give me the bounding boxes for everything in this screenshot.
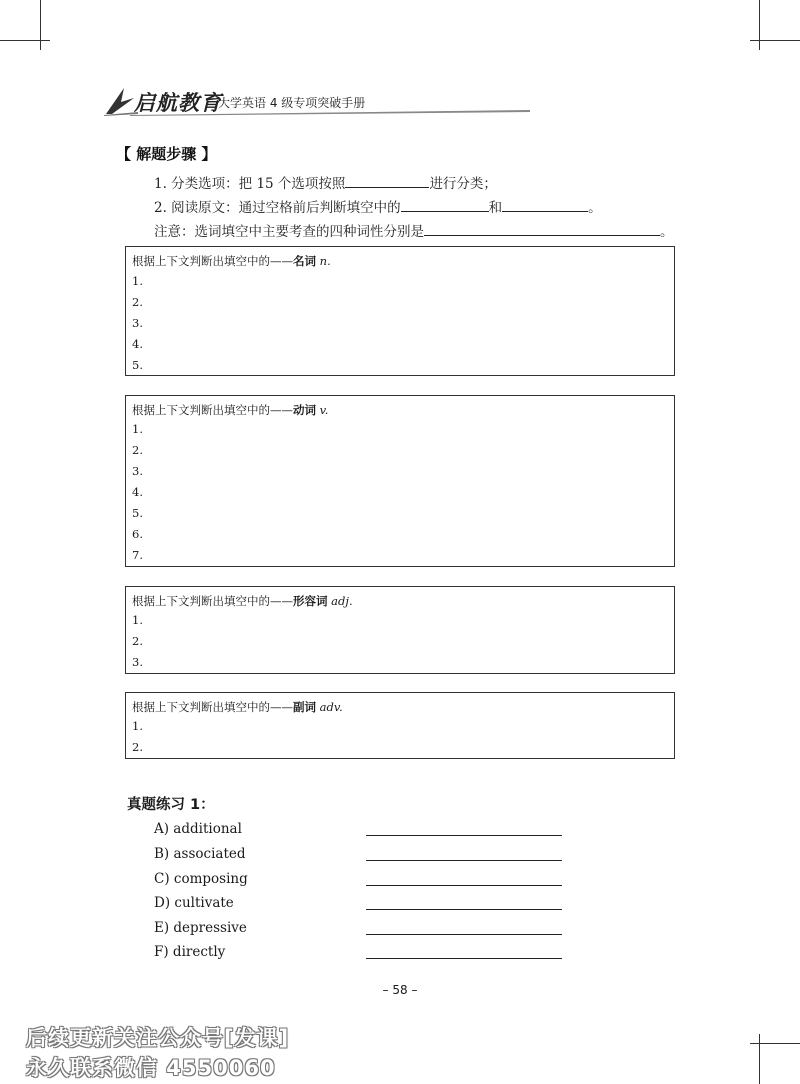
- crop-mark-br-h: [750, 1043, 800, 1044]
- noun-box-title: [132, 253, 331, 269]
- crop-mark-tl-h: [0, 40, 50, 41]
- section-title: 【 解题步骤 】: [116, 145, 217, 163]
- brand-name: 启航教育: [134, 91, 222, 115]
- noun-box-abbr: n.: [319, 254, 331, 268]
- adjective-box-prefix: 根据上下文判断出填空中的——: [132, 594, 293, 608]
- list-item: 1.: [132, 274, 143, 288]
- crop-mark-tr-h: [750, 40, 800, 41]
- list-item: 3.: [132, 464, 143, 478]
- verb-box: [125, 395, 675, 567]
- option-d: D) cultivate: [154, 895, 234, 911]
- crop-mark-br-v: [759, 1034, 760, 1084]
- step-1-text: 1. 分类选项：把 15 个选项按照: [154, 176, 346, 192]
- option-a-blank[interactable]: [366, 821, 562, 836]
- option-a: A) additional: [154, 821, 242, 837]
- page-header: [104, 86, 524, 116]
- list-item: 1.: [132, 719, 143, 733]
- noun-box-prefix: 根据上下文判断出填空中的——: [132, 254, 293, 268]
- option-e: E) depressive: [154, 920, 247, 936]
- step-2-text: 2. 阅读原文：通过空格前后判断填空中的: [154, 200, 401, 216]
- list-item: 5.: [132, 506, 143, 520]
- note-text: 注意：选词填空中主要考查的四种词性分别是: [154, 224, 424, 240]
- list-item: 3.: [132, 316, 143, 330]
- note-blank[interactable]: [424, 221, 660, 236]
- adverb-box-prefix: 根据上下文判断出填空中的——: [132, 700, 293, 714]
- list-item: 6.: [132, 527, 143, 541]
- practice-title: 真题练习 1：: [127, 797, 215, 813]
- crop-mark-tl-v: [40, 0, 41, 50]
- list-item: 3.: [132, 655, 143, 669]
- adverb-box-title: [132, 699, 343, 715]
- option-b-blank[interactable]: [366, 846, 562, 861]
- adjective-box-pos: 形容词: [293, 594, 328, 608]
- step-1: [154, 172, 497, 192]
- option-c-blank[interactable]: [366, 871, 562, 886]
- note-end: 。: [660, 224, 674, 240]
- watermark-line-1: 后续更新关注公众号[发课]: [26, 1026, 290, 1050]
- page-number: – 58 –: [382, 983, 418, 997]
- note: [154, 220, 674, 240]
- adjective-box: [125, 586, 675, 674]
- list-item: 2.: [132, 740, 143, 754]
- adverb-box-abbr: adv.: [319, 700, 343, 714]
- step-2-blank-2[interactable]: [502, 197, 588, 212]
- list-item: 7.: [132, 548, 143, 562]
- book-title: 大学英语 4 级专项突破手册: [218, 96, 366, 110]
- step-2-blank-1[interactable]: [401, 197, 489, 212]
- header-rule: [130, 110, 530, 116]
- list-item: 2.: [132, 443, 143, 457]
- list-item: 2.: [132, 634, 143, 648]
- list-item: 4.: [132, 485, 143, 499]
- option-f: F) directly: [154, 944, 226, 960]
- list-item: 4.: [132, 337, 143, 351]
- list-item: 2.: [132, 295, 143, 309]
- option-b: B) associated: [154, 846, 246, 862]
- verb-box-prefix: 根据上下文判断出填空中的——: [132, 403, 293, 417]
- step-2-end: 。: [588, 200, 602, 216]
- adverb-box-pos: 副词: [293, 700, 316, 714]
- option-f-blank[interactable]: [366, 944, 562, 959]
- list-item: 1.: [132, 613, 143, 627]
- verb-box-title: [132, 402, 328, 418]
- adjective-box-abbr: adj.: [331, 594, 353, 608]
- adjective-box-title: [132, 593, 353, 609]
- step-2: [154, 196, 602, 216]
- step-2-and: 和: [488, 200, 503, 216]
- watermark-line-2: 永久联系微信 4550060: [26, 1056, 276, 1080]
- crop-mark-tr-v: [759, 0, 760, 50]
- list-item: 5.: [132, 358, 143, 372]
- option-c: C) composing: [154, 871, 248, 887]
- list-item: 1.: [132, 422, 143, 436]
- noun-box: [125, 246, 675, 376]
- noun-box-pos: 名词: [293, 254, 316, 268]
- option-d-blank[interactable]: [366, 895, 562, 910]
- step-1-text-end: 进行分类；: [429, 176, 497, 192]
- verb-box-abbr: v.: [319, 403, 329, 417]
- option-e-blank[interactable]: [366, 920, 562, 935]
- adverb-box: [125, 692, 675, 759]
- verb-box-pos: 动词: [293, 403, 316, 417]
- step-1-blank[interactable]: [345, 173, 429, 188]
